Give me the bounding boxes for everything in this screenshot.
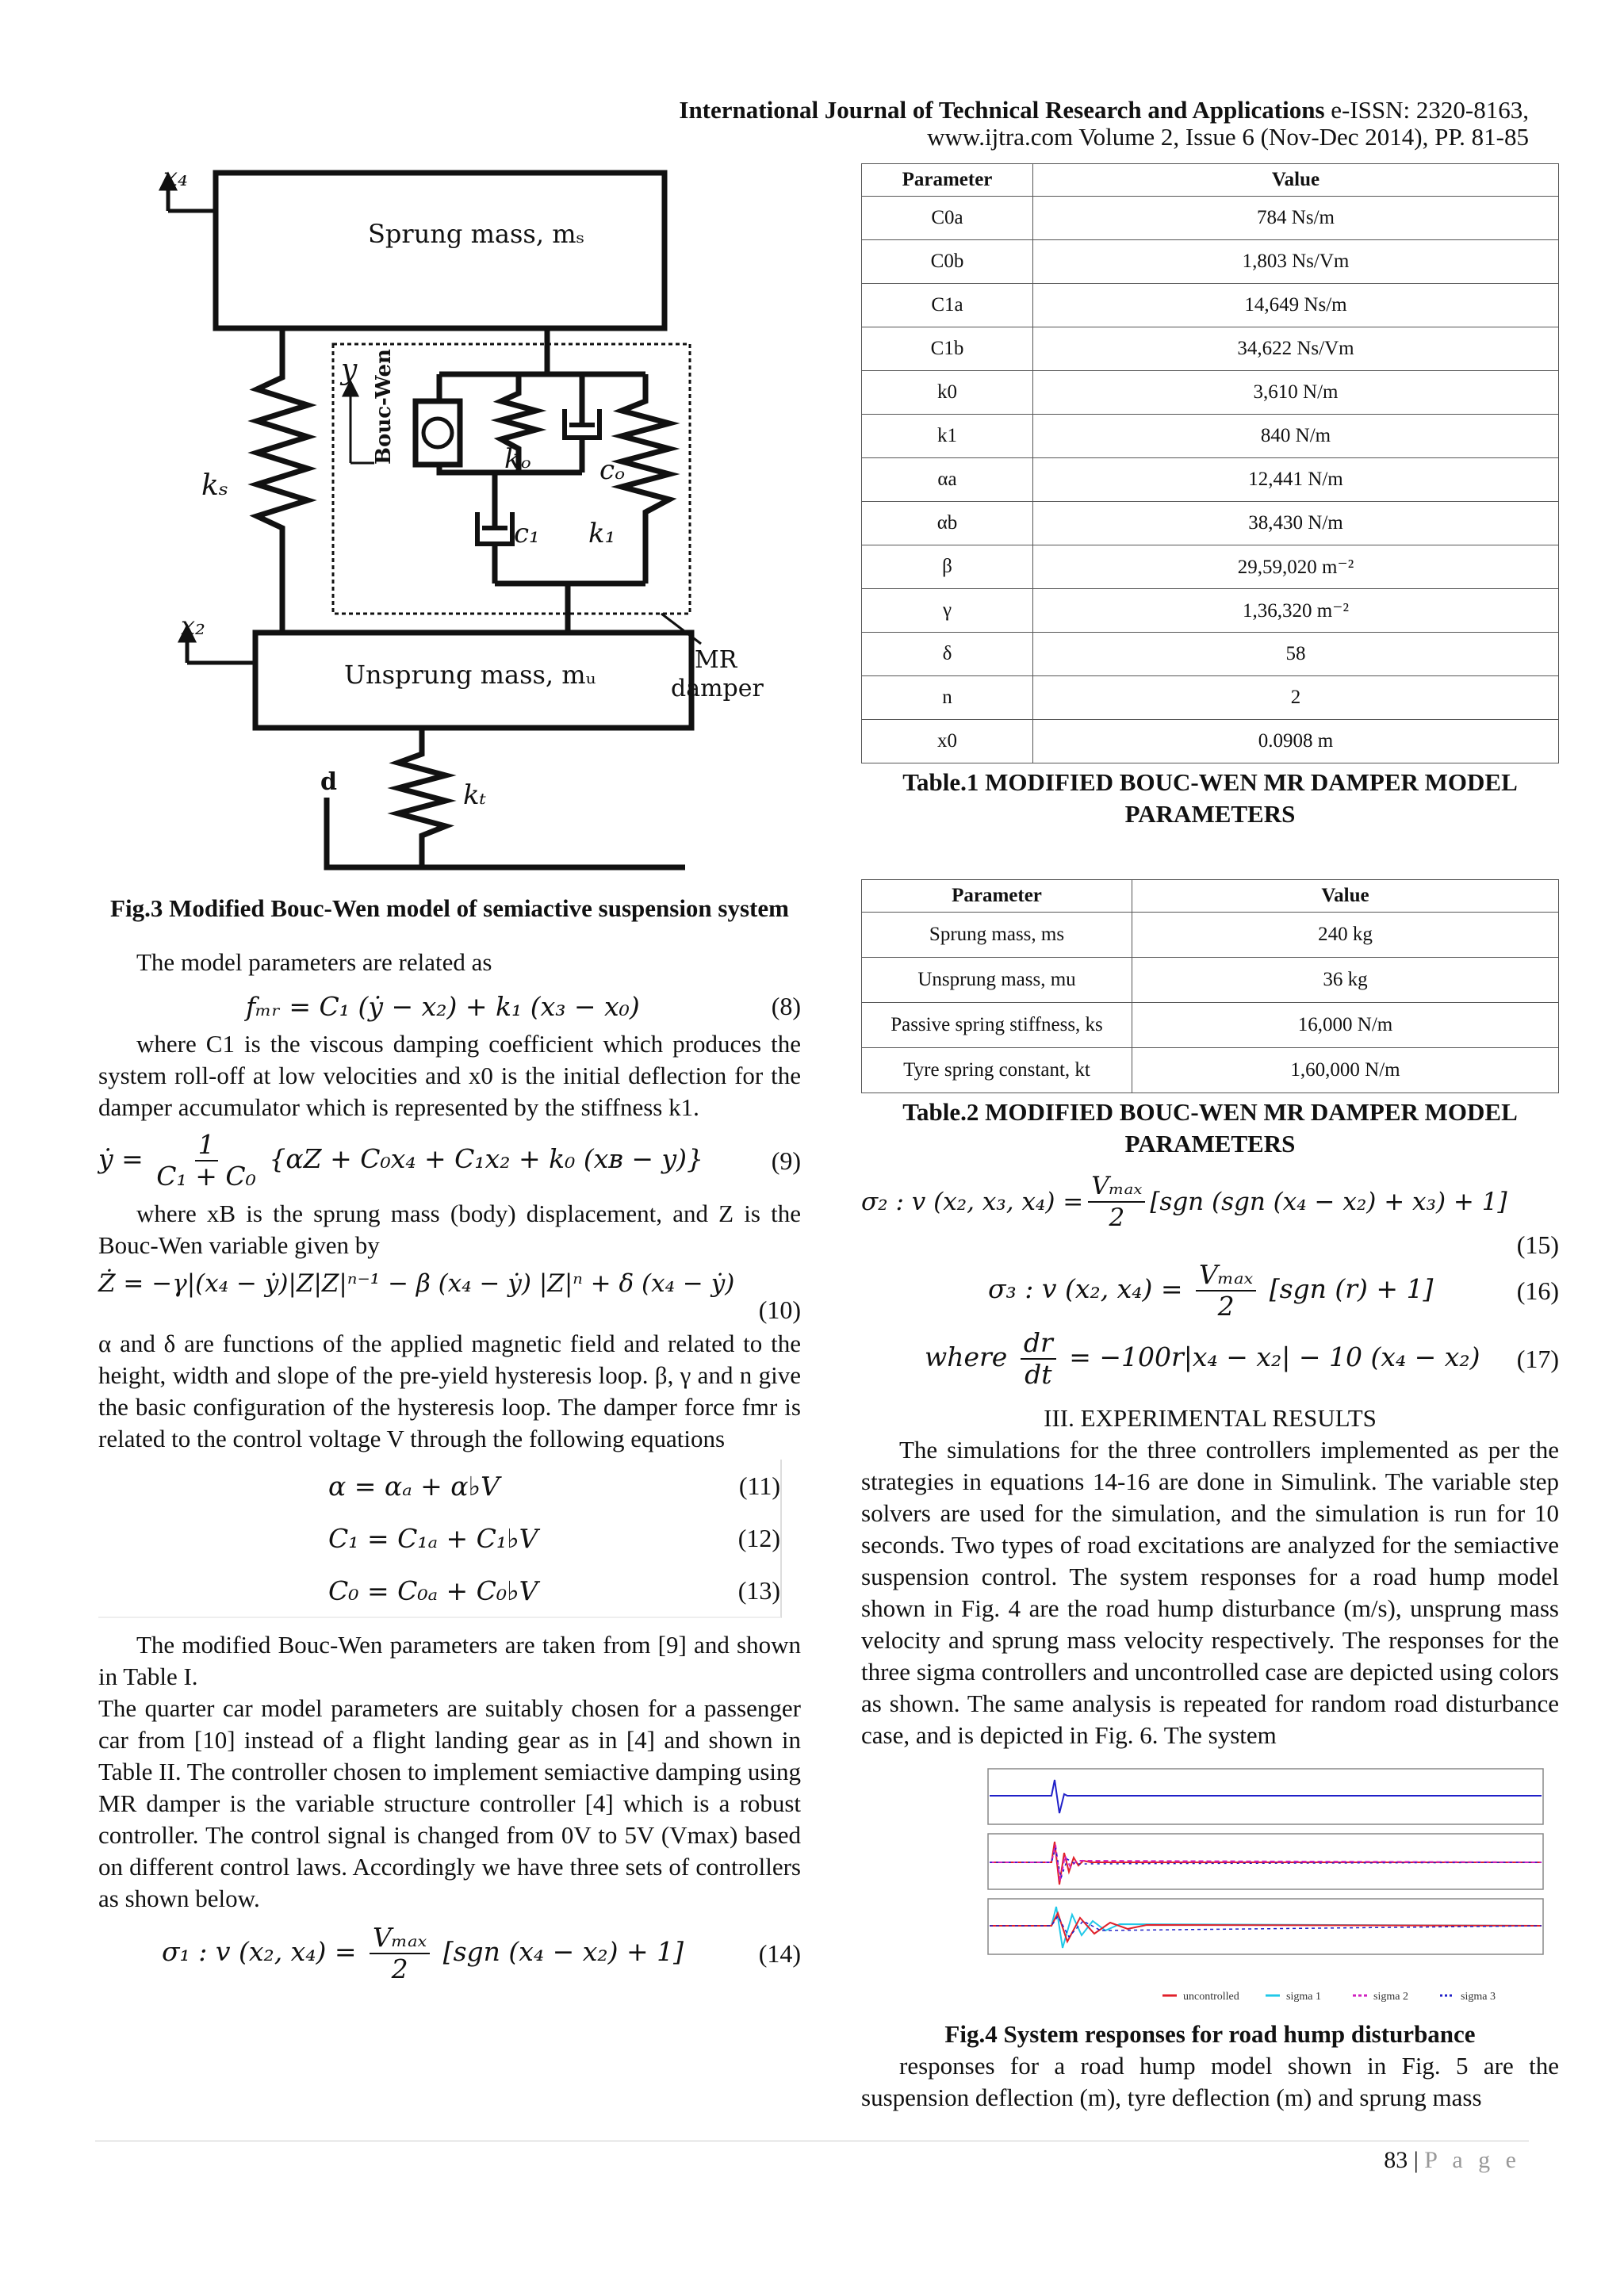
- right-paragraph-2: responses for a road hump model shown in Fig. 5 are the suspension deflection (m), tyre deflection (m) and sprung mass: [861, 2052, 1559, 2111]
- equation-15-rhs: [sgn (sgn (x₄ − x₂) + x₃) + 1]: [1150, 1188, 1507, 1216]
- left-column: [98, 163, 801, 1984]
- table-cell-value: 12,441 N/m: [1033, 458, 1559, 502]
- legend-sigma3: sigma 3: [1461, 1991, 1496, 2003]
- equation-11-number: (11): [738, 1471, 780, 1500]
- equation-9-number: (9): [771, 1146, 801, 1175]
- table-2-caption: Table.2 MODIFIED BOUC-WEN MR DAMPER MODEL PARAMETERS: [902, 1098, 1518, 1158]
- table-cell-parameter: δ: [862, 633, 1033, 676]
- table-1-caption: Table.1 MODIFIED BOUC-WEN MR DAMPER MODEL PARAMETERS: [902, 768, 1518, 828]
- table-cell-parameter: Tyre spring constant, kt: [862, 1048, 1132, 1093]
- equation-14-numerator: Vₘₐₓ: [370, 1923, 430, 1954]
- fig3-caption: Fig.3 Modified Bouc-Wen model of semiactive suspension system: [110, 894, 789, 922]
- table-cell-value: 58: [1033, 633, 1559, 676]
- table-cell-value: 0.0908 m: [1033, 720, 1559, 763]
- sprung-mass-box: [216, 173, 665, 328]
- table-cell-parameter: αa: [862, 458, 1033, 502]
- table-2-header-value: Value: [1132, 880, 1559, 913]
- journal-details: www.ijtra.com Volume 2, Issue 6 (Nov-Dec 2014), PP. 81-85: [927, 123, 1529, 151]
- fig4-p2-uncontrolled: [990, 1842, 1542, 1885]
- fig4-p3-sigma1: [990, 1907, 1542, 1948]
- equation-9-lhs: ẏ =: [98, 1143, 144, 1174]
- label-co: cₒ: [599, 454, 626, 486]
- table-1: [861, 163, 1559, 763]
- equation-10-number: (10): [758, 1295, 801, 1324]
- equation-17-numerator: dr: [1021, 1328, 1056, 1360]
- table-row: [862, 913, 1559, 958]
- equation-16-number: (16): [1516, 1276, 1559, 1305]
- table-2: [861, 879, 1559, 1093]
- table-row: [862, 589, 1559, 633]
- table-1-header-value: Value: [1033, 164, 1559, 197]
- page-number-value: 83 |: [1384, 2147, 1419, 2173]
- equation-9-numerator: 1: [195, 1130, 218, 1161]
- equation-9-denominator: C₁ + C₀: [156, 1161, 256, 1192]
- table-cell-value: 240 kg: [1132, 913, 1559, 958]
- section-title-experimental-results: III. EXPERIMENTAL RESULTS: [1044, 1404, 1377, 1432]
- equation-15-number: (15): [1516, 1230, 1559, 1259]
- equation-15-lhs: σ₂ : v (x₂, x₃, x₄) =: [861, 1188, 1084, 1216]
- label-damper: damper: [671, 675, 764, 702]
- table-row: [862, 633, 1559, 676]
- table-cell-value: 38,430 N/m: [1033, 502, 1559, 545]
- table-row: [862, 720, 1559, 763]
- label-x2: x₂: [181, 610, 205, 641]
- label-c1: c₁: [514, 518, 540, 549]
- table-cell-parameter: C1a: [862, 284, 1033, 327]
- page-word: P a g e: [1424, 2147, 1521, 2173]
- left-paragraph-4: α and δ are functions of the applied magnetic field and related to the height, width and slope of the pre-yield hysteresis loop. β, γ and n give the basic configuration of the hysteresis loop. The damper force fmr is related to the control voltage V through the following equations: [98, 1330, 801, 1452]
- equations-11-13: [98, 1460, 782, 1618]
- equation-17-lhs: where: [925, 1341, 1008, 1372]
- label-d: d: [320, 768, 337, 796]
- equation-11-body: α = αₐ + α♭V: [328, 1470, 500, 1502]
- table-row: [862, 502, 1559, 545]
- table-cell-value: 840 N/m: [1033, 415, 1559, 458]
- table-cell-parameter: C0a: [862, 197, 1033, 240]
- right-column: [861, 163, 1559, 2114]
- equation-9: [98, 1130, 801, 1192]
- table-cell-value: 3,610 N/m: [1033, 371, 1559, 415]
- table-2-body: [862, 913, 1559, 1093]
- equation-13-number: (13): [737, 1575, 780, 1605]
- table-cell-parameter: Passive spring stiffness, ks: [862, 1003, 1132, 1048]
- table-cell-parameter: αb: [862, 502, 1033, 545]
- journal-title: International Journal of Technical Research and Applications: [679, 96, 1325, 124]
- fig4-p1-sigma3: [990, 1780, 1542, 1813]
- label-ko: kₒ: [504, 443, 531, 475]
- fig4-caption: Fig.4 System responses for road hump disturbance: [944, 2020, 1476, 2048]
- equation-14-rhs: [sgn (x₄ − x₂) + 1]: [442, 1936, 684, 1967]
- equation-14-number: (14): [758, 1938, 801, 1968]
- fig3-svg: [98, 163, 801, 877]
- table-cell-parameter: β: [862, 545, 1033, 589]
- journal-header: [419, 97, 1529, 151]
- equation-15-numerator: Vₘₐₓ: [1088, 1171, 1145, 1203]
- equation-17: [861, 1328, 1559, 1390]
- equation-16-denominator: 2: [1217, 1291, 1235, 1322]
- fig4-p3-uncontrolled: [990, 1913, 1542, 1942]
- table-1-body: [862, 197, 1559, 763]
- table-cell-value: 16,000 N/m: [1132, 1003, 1559, 1048]
- equation-14: [98, 1923, 801, 1984]
- table-cell-value: 29,59,020 m⁻²: [1033, 545, 1559, 589]
- table-cell-parameter: C1b: [862, 327, 1033, 371]
- fig3-diagram: [98, 163, 801, 877]
- table-cell-parameter: Sprung mass, ms: [862, 913, 1132, 958]
- equation-17-rhs: = −100r|x₄ − x₂| − 10 (x₄ − x₂): [1069, 1341, 1480, 1372]
- legend-uncontrolled: uncontrolled: [1183, 1991, 1239, 2003]
- table-cell-value: 1,803 Ns/Vm: [1033, 240, 1559, 284]
- equation-10-body: Ż = −γ|(x₄ − ẏ)|Z|Z|ⁿ⁻¹ − β (x₄ − ẏ) |Z|ⁿ + δ (x₄ − ẏ): [98, 1269, 735, 1298]
- table-cell-parameter: C0b: [862, 240, 1033, 284]
- left-paragraph-1: The model parameters are related as: [136, 948, 492, 976]
- table-row: [862, 1003, 1559, 1048]
- table-row: [862, 197, 1559, 240]
- table-cell-parameter: x0: [862, 720, 1033, 763]
- table-cell-parameter: n: [862, 676, 1033, 720]
- equation-16-lhs: σ₃ : v (x₂, x₄) =: [988, 1273, 1183, 1304]
- label-sprung-mass: Sprung mass, mₛ: [368, 219, 585, 249]
- equation-13-body: C₀ = C₀ₐ + C₀♭V: [328, 1575, 538, 1606]
- table-2-header-parameter: Parameter: [862, 880, 1132, 913]
- table-cell-value: 1,36,320 m⁻²: [1033, 589, 1559, 633]
- left-paragraph-6: The quarter car model parameters are suitably chosen for a passenger car from [10] instead of a flight landing gear as in [4] and shown in Table II. The controller chosen to implement semiactive damping using MR damper is the variable structure controller [4] which is a robust controller. The control signal is changed from 0V to 5V (Vmax) based on different control laws. Accordingly we have three sets of controllers as shown below.: [98, 1694, 801, 1912]
- table-row: [862, 371, 1559, 415]
- table-row: [862, 327, 1559, 371]
- label-x4: x₄: [163, 163, 188, 192]
- right-paragraph-1: The simulations for the three controllers implemented as per the strategies in equations 14-16 are done in Simulink. The variable step solvers are used for the simulation, and the simulation is run for 10 seconds. Two types of road excitations are analyzed for the semiactive suspension control. The system responses for a road hump model shown in Fig. 4 are the road hump disturbance (m/s), unsprung mass velocity and sprung mass velocity respectively. The responses for the three sigma controllers and uncontrolled case are depicted using colors as shown. The same analysis is repeated for random road disturbance case, and is depicted in Fig. 6. The system: [861, 1436, 1559, 1749]
- equation-8-number: (8): [771, 992, 801, 1020]
- table-cell-parameter: γ: [862, 589, 1033, 633]
- fig4-svg: [925, 1766, 1559, 2011]
- equation-15: [861, 1171, 1559, 1257]
- equation-9-rhs: {αZ + C₀x₄ + C₁x₂ + k₀ (xʙ − y)}: [269, 1143, 704, 1174]
- equation-8-body: fₘᵣ = C₁ (ẏ − x₂) + k₁ (x₃ − x₀): [246, 991, 640, 1022]
- table-1-header-parameter: Parameter: [862, 164, 1033, 197]
- table-cell-value: 2: [1033, 676, 1559, 720]
- table-cell-value: 34,622 Ns/Vm: [1033, 327, 1559, 371]
- table-row: [862, 284, 1559, 327]
- label-ks: kₛ: [201, 469, 228, 502]
- table-cell-parameter: k0: [862, 371, 1033, 415]
- table-cell-value: 36 kg: [1132, 958, 1559, 1003]
- table-cell-value: 14,649 Ns/m: [1033, 284, 1559, 327]
- table-cell-value: 784 Ns/m: [1033, 197, 1559, 240]
- equation-17-number: (17): [1516, 1344, 1559, 1373]
- table-row: [862, 458, 1559, 502]
- left-paragraph-3: where xB is the sprung mass (body) displacement, and Z is the Bouc-Wen variable given by: [98, 1200, 801, 1259]
- table-row: [862, 415, 1559, 458]
- equation-8: [98, 991, 801, 1022]
- label-mr: MR: [695, 646, 737, 674]
- equation-12-body: C₁ = C₁ₐ + C₁♭V: [328, 1522, 538, 1554]
- equation-14-lhs: σ₁ : v (x₂, x₄) =: [162, 1936, 357, 1967]
- label-unsprung-mass: Unsprung mass, mᵤ: [344, 660, 596, 690]
- table-row: [862, 240, 1559, 284]
- journal-issn: e-ISSN: 2320-8163,: [1331, 96, 1529, 124]
- equation-16-rhs: [sgn (r) + 1]: [1269, 1273, 1434, 1304]
- page-number: [1384, 2145, 1521, 2176]
- equation-12-number: (12): [737, 1523, 780, 1552]
- left-paragraph-5: The modified Bouc-Wen parameters are taken from [9] and shown in Table I.: [98, 1631, 801, 1690]
- table-cell-parameter: k1: [862, 415, 1033, 458]
- legend-sigma2: sigma 2: [1373, 1991, 1408, 2003]
- table-row: [862, 1048, 1559, 1093]
- label-k1: k₁: [588, 518, 616, 549]
- table-cell-parameter: Unsprung mass, mu: [862, 958, 1132, 1003]
- label-bouc-wen: Bouc-Wen: [372, 349, 396, 465]
- equation-15-denominator: 2: [1109, 1203, 1125, 1232]
- label-kt: kₜ: [463, 779, 486, 811]
- table-cell-value: 1,60,000 N/m: [1132, 1048, 1559, 1093]
- table-row: [862, 958, 1559, 1003]
- label-y: y: [341, 354, 358, 386]
- table-row: [862, 545, 1559, 589]
- equation-10: [98, 1269, 801, 1322]
- equation-17-denominator: dt: [1025, 1359, 1052, 1390]
- fig4-plot: [925, 1766, 1559, 2015]
- equation-16-numerator: Vₘₐₓ: [1196, 1260, 1256, 1292]
- left-paragraph-2: where C1 is the viscous damping coefficient which produces the system roll-off at low velocities and x0 is the initial deflection for the damper accumulator which is represented by the stiffness k1.: [98, 1030, 801, 1121]
- equation-16: [861, 1260, 1559, 1322]
- table-row: [862, 676, 1559, 720]
- legend-sigma1: sigma 1: [1286, 1991, 1321, 2003]
- equation-14-denominator: 2: [391, 1954, 408, 1984]
